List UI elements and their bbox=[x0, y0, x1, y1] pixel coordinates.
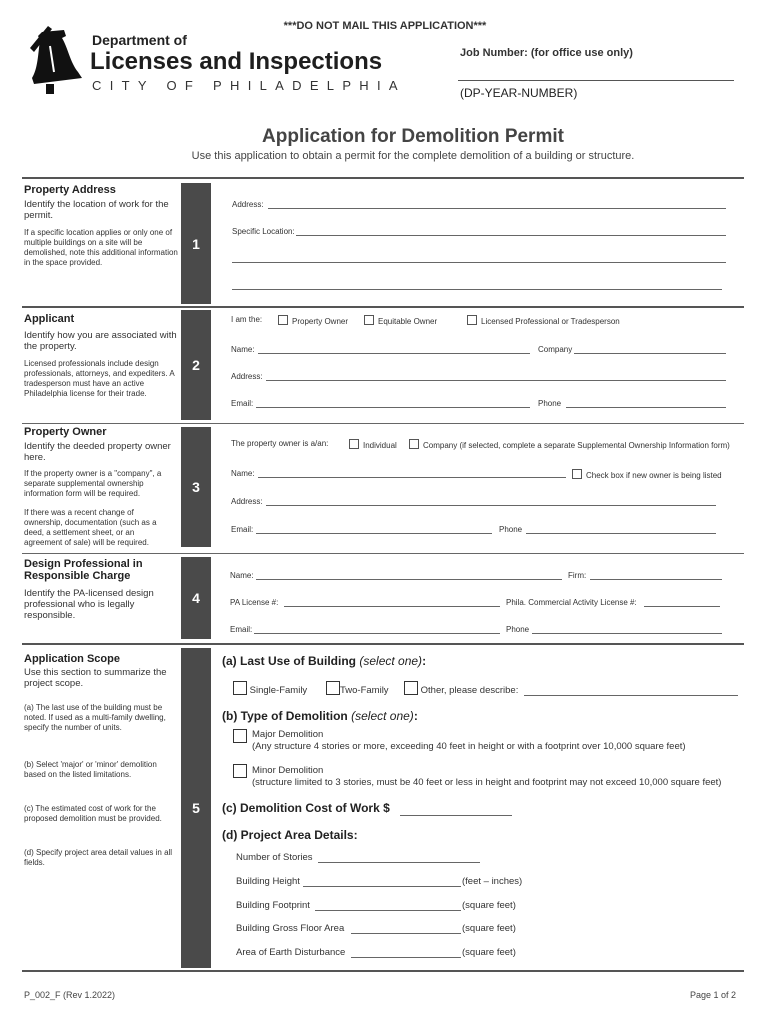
section-2-heading: Applicant bbox=[24, 313, 75, 325]
checkbox[interactable] bbox=[326, 681, 340, 695]
s3-address-field[interactable] bbox=[266, 505, 716, 506]
section-3-desc: Identify the deeded property owner here. bbox=[24, 441, 171, 463]
s5-d-stories-label: Number of Stories bbox=[236, 852, 313, 863]
s5-d-earth-field[interactable] bbox=[351, 957, 461, 958]
liberty-bell-icon bbox=[24, 26, 86, 96]
s5-c-cost-field[interactable] bbox=[400, 815, 512, 816]
section-5-note-c: (c) The estimated cost of work for the proposed demolition must be provided. bbox=[24, 804, 162, 823]
s2-name-field[interactable] bbox=[258, 353, 530, 354]
s2-company-label: Company bbox=[538, 345, 573, 354]
checkbox[interactable] bbox=[404, 681, 418, 695]
s4-pa-license-field[interactable] bbox=[284, 606, 500, 607]
s4-phone-label: Phone bbox=[506, 625, 530, 634]
s4-name-label: Name: bbox=[230, 571, 254, 580]
section-5-note-d: (d) Specify project area detail values in all fields. bbox=[24, 848, 173, 867]
s4-firm-label: Firm: bbox=[568, 571, 587, 580]
dept-line-3: CITY OF PHILADELPHIA bbox=[92, 78, 406, 93]
section-4-heading: Design Professional in Responsible Charge bbox=[24, 558, 143, 582]
checkbox[interactable] bbox=[409, 439, 419, 449]
s1-address-label: Address: bbox=[232, 200, 264, 209]
job-number-format: (DP-YEAR-NUMBER) bbox=[460, 86, 578, 100]
s4-firm-field[interactable] bbox=[590, 579, 722, 580]
section-divider bbox=[22, 177, 744, 179]
section-1-note: If a specific location applies or only one of multiple buildings on a site will be demolished, note this additional information in the space provided. bbox=[24, 228, 178, 267]
do-not-mail-notice: ***DO NOT MAIL THIS APPLICATION*** bbox=[283, 20, 487, 32]
section-divider bbox=[22, 553, 744, 554]
section-5-desc: Use this section to summarize the project scope. bbox=[24, 667, 167, 689]
s5-b-title: (b) Type of Demolition (select one): bbox=[222, 709, 418, 723]
s5-d-title: (d) Project Area Details: bbox=[222, 828, 358, 842]
s5-c-title: (c) Demolition Cost of Work $ bbox=[222, 801, 390, 815]
s5-d-stories-field[interactable] bbox=[318, 862, 480, 863]
section-3-number: 3 bbox=[181, 427, 211, 547]
s3-opt-individual[interactable]: Individual bbox=[349, 439, 397, 450]
s1-address-field[interactable] bbox=[268, 208, 726, 209]
s5-d-earth-unit: (square feet) bbox=[462, 947, 516, 958]
s3-phone-field[interactable] bbox=[526, 533, 716, 534]
s1-extra-line-1[interactable] bbox=[232, 262, 726, 263]
section-5-number: 5 bbox=[181, 648, 211, 968]
s5-b-major-label: Major Demolition bbox=[252, 729, 324, 740]
section-divider bbox=[22, 970, 744, 972]
section-2-note: Licensed professionals include design professionals, attorneys, and expediters. A tradesperson must have an active Philadelphia license for their trade. bbox=[24, 359, 175, 398]
s1-extra-line-2[interactable] bbox=[232, 289, 722, 290]
dept-line-1: Department of bbox=[92, 32, 187, 48]
section-divider bbox=[22, 306, 744, 308]
s2-name-label: Name: bbox=[231, 345, 255, 354]
checkbox[interactable] bbox=[572, 469, 582, 479]
s4-pa-license-label: PA License #: bbox=[230, 598, 279, 607]
s2-email-label: Email: bbox=[231, 399, 254, 408]
s4-phila-license-label: Phila. Commercial Activity License #: bbox=[506, 598, 637, 607]
s5-b-minor-label: Minor Demolition bbox=[252, 765, 324, 776]
section-divider bbox=[22, 643, 744, 645]
page-title: Application for Demolition Permit bbox=[262, 126, 564, 147]
checkbox[interactable] bbox=[278, 315, 288, 325]
s5-b-minor-checkbox[interactable] bbox=[233, 764, 247, 778]
s2-phone-label: Phone bbox=[538, 399, 562, 408]
s5-d-height-unit: (feet – inches) bbox=[462, 876, 523, 887]
page-subtitle: Use this application to obtain a permit for the complete demolition of a building or structure. bbox=[191, 150, 635, 162]
section-3-note-2: If there was a recent change of ownership, documentation (such as a deed, a settlement sheet, or an agreement of sale) will be required. bbox=[24, 508, 157, 547]
s5-d-earth-label: Area of Earth Disturbance bbox=[236, 947, 346, 958]
s4-phone-field[interactable] bbox=[532, 633, 722, 634]
section-5-note-a: (a) The last use of the building must be noted. If used as a multi-family dwelling, specify the number of units. bbox=[24, 703, 166, 732]
section-1-desc: Identify the location of work for the permit. bbox=[24, 199, 169, 221]
checkbox[interactable] bbox=[364, 315, 374, 325]
form-id: P_002_F (Rev 1.2022) bbox=[24, 990, 116, 1000]
s3-address-label: Address: bbox=[231, 497, 263, 506]
s5-b-major-desc: (Any structure 4 stories or more, exceeding 40 feet in height or with a footprint over 10,000 square feet) bbox=[252, 741, 686, 752]
s2-phone-field[interactable] bbox=[566, 407, 726, 408]
s2-opt-equitable[interactable]: Equitable Owner bbox=[364, 315, 437, 326]
section-5-note-b: (b) Select 'major' or 'minor' demolition based on the listed limitations. bbox=[24, 760, 157, 779]
s5-d-height-label: Building Height bbox=[236, 876, 300, 887]
s1-specific-field[interactable] bbox=[296, 235, 726, 236]
s5-d-footprint-field[interactable] bbox=[315, 910, 461, 911]
section-4-number: 4 bbox=[181, 557, 211, 639]
s5-a-opt-two-family[interactable]: Two-Family bbox=[326, 681, 389, 696]
s5-d-gfa-label: Building Gross Floor Area bbox=[236, 923, 345, 934]
s5-d-footprint-unit: (square feet) bbox=[462, 900, 516, 911]
s5-b-minor-desc: (structure limited to 3 stories, must be 40 feet or less in height and footprint may not exceed 10,000 square feet) bbox=[252, 777, 722, 788]
s3-name-label: Name: bbox=[231, 469, 255, 478]
s2-iam-label: I am the: bbox=[231, 315, 263, 324]
section-4-desc: Identify the PA-licensed design professional who is legally responsible. bbox=[24, 588, 154, 621]
s5-d-footprint-label: Building Footprint bbox=[236, 900, 310, 911]
s3-new-owner-option[interactable]: Check box if new owner is being listed bbox=[572, 469, 722, 480]
checkbox[interactable] bbox=[349, 439, 359, 449]
s5-a-title: (a) Last Use of Building (select one): bbox=[222, 654, 427, 668]
s5-d-gfa-field[interactable] bbox=[351, 933, 461, 934]
s3-owner-is-label: The property owner is a/an: bbox=[231, 439, 329, 448]
checkbox[interactable] bbox=[467, 315, 477, 325]
s3-name-field[interactable] bbox=[258, 477, 566, 478]
s2-opt-licensed[interactable]: Licensed Professional or Tradesperson bbox=[467, 315, 620, 326]
s5-b-major-checkbox[interactable] bbox=[233, 729, 247, 743]
job-number-field[interactable] bbox=[458, 80, 734, 81]
job-number-label: Job Number: (for office use only) bbox=[460, 47, 633, 59]
section-3-note-1: If the property owner is a "company", a separate supplemental ownership information form will be required. bbox=[24, 469, 162, 498]
section-2-number: 2 bbox=[181, 310, 211, 420]
s2-address-field[interactable] bbox=[266, 380, 726, 381]
section-1-number: 1 bbox=[181, 183, 211, 304]
section-2-desc: Identify how you are associated with the property. bbox=[24, 330, 177, 352]
s3-opt-company[interactable]: Company (if selected, complete a separate Supplemental Ownership Information form) bbox=[409, 439, 730, 450]
s2-company-field[interactable] bbox=[574, 353, 726, 354]
s5-d-height-field[interactable] bbox=[303, 886, 461, 887]
s1-specific-label: Specific Location: bbox=[232, 227, 295, 236]
s3-phone-label: Phone bbox=[499, 525, 523, 534]
section-3-heading: Property Owner bbox=[24, 426, 107, 438]
dept-line-2: Licenses and Inspections bbox=[90, 48, 383, 75]
s2-address-label: Address: bbox=[231, 372, 263, 381]
section-5-heading: Application Scope bbox=[24, 653, 120, 665]
s2-opt-owner[interactable]: Property Owner bbox=[278, 315, 348, 326]
s5-a-opt-other[interactable]: Other, please describe: bbox=[404, 681, 518, 696]
s4-email-field[interactable] bbox=[254, 633, 500, 634]
s4-email-label: Email: bbox=[230, 625, 253, 634]
s3-email-label: Email: bbox=[231, 525, 254, 534]
s5-a-opt-single-family[interactable]: Single-Family bbox=[233, 681, 307, 696]
section-divider bbox=[22, 423, 744, 424]
s5-a-other-field[interactable] bbox=[524, 695, 738, 696]
s3-email-field[interactable] bbox=[256, 533, 492, 534]
section-1-heading: Property Address bbox=[24, 184, 116, 196]
s5-d-gfa-unit: (square feet) bbox=[462, 923, 516, 934]
checkbox[interactable] bbox=[233, 681, 247, 695]
s4-phila-license-field[interactable] bbox=[644, 606, 720, 607]
page-number: Page 1 of 2 bbox=[689, 990, 736, 1000]
s4-name-field[interactable] bbox=[256, 579, 562, 580]
s2-email-field[interactable] bbox=[256, 407, 530, 408]
